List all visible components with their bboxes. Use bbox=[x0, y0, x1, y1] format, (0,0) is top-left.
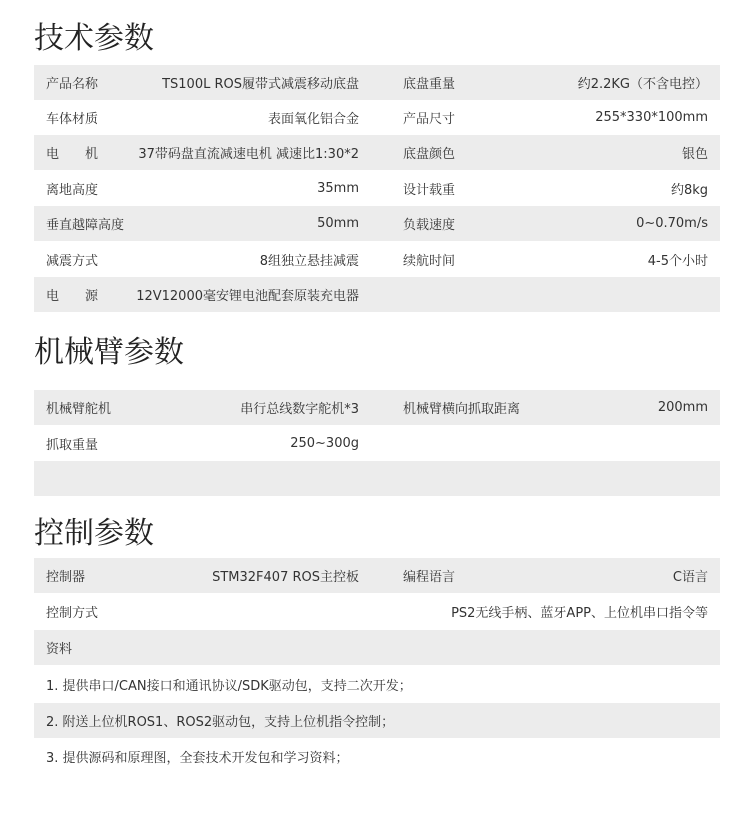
table-row bbox=[34, 206, 720, 241]
spec-label: 续航时间 bbox=[403, 254, 456, 269]
tech-params-title: 技术参数 bbox=[34, 21, 154, 56]
spec-value: 串行总线数字舵机*3 bbox=[240, 402, 359, 417]
spec-label: 负载速度 bbox=[403, 218, 456, 233]
spec-label: 产品尺寸 bbox=[403, 112, 456, 127]
spec-label: 产品名称 bbox=[46, 77, 99, 92]
spec-value: 35mm bbox=[317, 181, 359, 196]
spec-value: PS2无线手柄、蓝牙APP、上位机串口指令等 bbox=[451, 606, 708, 621]
list-item bbox=[34, 703, 720, 738]
table-row bbox=[34, 277, 720, 312]
spec-value: 50mm bbox=[317, 216, 359, 231]
spec-label: 设计载重 bbox=[403, 183, 456, 198]
table-row bbox=[34, 461, 720, 496]
spec-label: 抓取重量 bbox=[46, 438, 99, 453]
spec-label: 控制器 bbox=[46, 570, 86, 585]
spec-label: 编程语言 bbox=[403, 570, 456, 585]
table-row bbox=[34, 135, 720, 170]
spec-value: 约8kg bbox=[670, 183, 708, 198]
spec-value: 银色 bbox=[681, 147, 708, 162]
table-row bbox=[34, 171, 720, 206]
table-row bbox=[34, 630, 720, 665]
docs-item: 2. 附送上位机ROS1、ROS2驱动包，支持上位机指令控制； bbox=[46, 715, 395, 730]
arm-params-title: 机械臂参数 bbox=[34, 335, 184, 370]
docs-label: 资料 bbox=[46, 642, 73, 657]
spec-value: 4-5个小时 bbox=[647, 254, 708, 269]
table-row bbox=[34, 390, 720, 425]
table-row bbox=[34, 242, 720, 277]
spec-label: 机械臂横向抓取距离 bbox=[403, 402, 521, 417]
docs-item: 1. 提供串口/CAN接口和通讯协议/SDK驱动包，支持二次开发； bbox=[46, 679, 412, 694]
spec-value: 约2.2KG（不含电控） bbox=[577, 77, 708, 92]
spec-value: 200mm bbox=[657, 400, 708, 415]
spec-label: 车体材质 bbox=[46, 112, 99, 127]
spec-label: 底盘颜色 bbox=[403, 147, 456, 162]
spec-value: 250~300g bbox=[290, 436, 359, 451]
spec-value: TS100L ROS履带式减震移动底盘 bbox=[162, 77, 359, 92]
table-row bbox=[34, 100, 720, 135]
spec-label: 机械臂舵机 bbox=[46, 402, 112, 417]
list-item bbox=[34, 667, 720, 702]
spec-value: 37带码盘直流减速电机 减速比1:30*2 bbox=[138, 147, 359, 162]
spec-value: 255*330*100mm bbox=[595, 110, 708, 125]
spec-label: 电 机 bbox=[46, 147, 99, 162]
list-item bbox=[34, 739, 720, 774]
spec-label: 底盘重量 bbox=[403, 77, 456, 92]
spec-label: 减震方式 bbox=[46, 254, 99, 269]
control-params-title: 控制参数 bbox=[34, 516, 154, 551]
spec-label: 电 源 bbox=[46, 289, 99, 304]
spec-value: 0~0.70m/s bbox=[636, 216, 708, 231]
spec-value: STM32F407 ROS主控板 bbox=[212, 570, 359, 585]
spec-value: C语言 bbox=[672, 570, 708, 585]
table-row bbox=[34, 594, 720, 629]
spec-value: 8组独立悬挂减震 bbox=[259, 254, 359, 269]
table-row bbox=[34, 426, 720, 461]
docs-item: 3. 提供源码和原理图，全套技术开发包和学习资料； bbox=[46, 751, 349, 766]
table-row bbox=[34, 65, 720, 100]
table-row bbox=[34, 558, 720, 593]
spec-label: 离地高度 bbox=[46, 183, 99, 198]
spec-value: 12V12000毫安锂电池配套原装充电器 bbox=[136, 289, 359, 304]
spec-label: 垂直越障高度 bbox=[46, 218, 125, 233]
spec-label: 控制方式 bbox=[46, 606, 99, 621]
spec-value: 表面氧化铝合金 bbox=[267, 112, 359, 127]
